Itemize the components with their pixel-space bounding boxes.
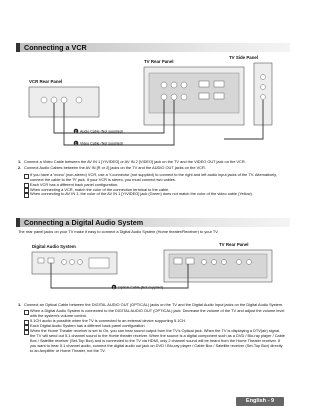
step-2: 2. Connect Audio Cables between the AV IN [R or 2] jacks on the TV and the AUDIO OUT jacks on the VCR. — [18, 165, 206, 171]
section-header-digital-audio — [16, 218, 290, 227]
note-item: 5.1CH audio is possible when the TV is connected to an external device supporting 5.1CH. — [18, 319, 286, 324]
section-title: Connecting a Digital Audio System — [24, 218, 144, 227]
vcr-connection-diagram — [24, 55, 280, 155]
note-item: When connecting to AV IN 1, the color of the AV IN 1 [Y/VIDEO] jack (Green) does not match the color of the video cable (Yellow). — [18, 192, 286, 197]
digital-audio-intro: The rear panel jacks on your TV make it easy to connect a Digital Audio System (Home theater/Receiver) to your TV. — [18, 229, 219, 234]
digital-audio-system-label: Digital Audio System — [32, 244, 76, 249]
tv-rear-panel-label: TV Rear Panel — [219, 242, 249, 247]
vcr-rear-panel-label: VCR Rear Panel — [29, 79, 63, 84]
tv-side-panel-label: TV Side Panel — [229, 55, 259, 60]
step-1: 1. Connect an Optical Cable between the DIGITAL AUDIO OUT (OPTICAL) jacks on the TV and the Digital Audio Input jacks on the Digital Audio System. — [18, 302, 284, 307]
note-item: When a Digital Audio System is connected to the DIGITAL AUDIO OUT (OPTICAL) jack: Decrease the volume of the TV and adjust the volume level with the system's volume control. — [18, 309, 286, 319]
svg-text:1: 1 — [112, 285, 115, 290]
digital-audio-diagram — [24, 240, 280, 298]
video-cable-label: Video Cable (Not supplied) — [80, 141, 123, 146]
section-header-vcr — [16, 43, 290, 52]
note-item: When connecting a VCR, match the color of the connection terminal to the cable. — [18, 188, 286, 193]
step-1: 1. Connect a Video Cable between the AV IN 1 [Y/VIDEO] or AV IN 2 [VIDEO] jack on the TV and the VIDEO OUT jack on the VCR. — [18, 159, 246, 164]
section-title: Connecting a VCR — [24, 43, 87, 52]
note-item: Each VCR has a different back panel configuration. — [18, 183, 286, 188]
note-item: Each Digital Audio System has a different back panel configuration. — [18, 324, 286, 329]
note-item: If you have a 'mono' (non-stereo) VCR, use a Y-connector (not supplied) to connect to the right and left audio input jacks of the TV. Alternatively, connect the cable to the 'R' jack. If your VCR is stereo, you must connect two cables. — [18, 173, 286, 183]
note-item: When the Home Theater receiver is set to On, you can hear sound output from the TV's Optical jack. When the TV is displaying a DTV(air) signal, the TV will send out 5.1 channel sound to the Home theater receiver. When the source is a digital component such as a DVD / Blu-ray player / Cable Box / Satellite receiver (Set-Top Box) and is connected to the TV via HDMI, only 2 channel sound will be heard from the Home Theater receiver. If you want to hear 5.1 channel audio, connect the digital audio out jack on DVD / Blu-ray player / Cable Box / Satellite receiver (Set-Top Box) directly to an Amplifier or Home Theater, not the TV. — [18, 329, 286, 354]
page-footer: English - 9 — [236, 397, 284, 406]
optical-cable-label: Optical Cable (Not supplied) — [118, 285, 163, 290]
svg-text:1: 1 — [74, 141, 77, 146]
svg-text:2: 2 — [74, 129, 77, 134]
vcr-instructions — [18, 160, 286, 197]
audio-cable-label: Audio Cable (Not supplied) — [80, 129, 123, 134]
digital-audio-instructions — [18, 303, 286, 354]
tv-rear-panel-label: TV Rear Panel — [144, 59, 174, 64]
